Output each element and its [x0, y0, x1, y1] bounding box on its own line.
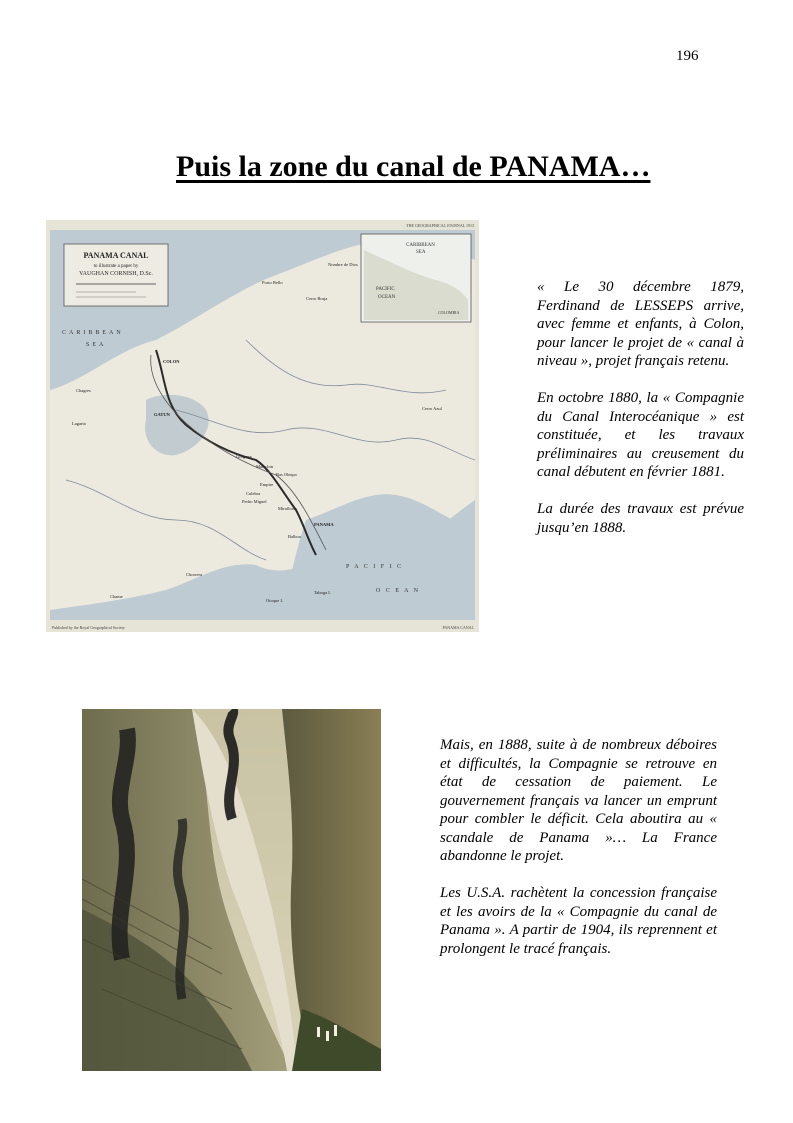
map-ocean-label-2: O C E A N [376, 588, 421, 594]
map-place-culebra: Culebra [246, 491, 261, 496]
map-place-gatun: GATUN [154, 412, 170, 417]
paragraph: En octobre 1880, la « Compagnie du Canal Interocéanique » est constituée, et les travaux préliminaires au creusement du canal débutent en février 1881. [537, 390, 744, 480]
map-place-panama: PANAMA [314, 522, 334, 527]
paragraph: « Le 30 décembre 1879, Ferdinand de LESSEPS arrive, avec femme et enfants, à Colon, pour lancer le projet de « canal à niveau », projet français retenu. [537, 279, 744, 369]
map-journal-header: THE GEOGRAPHICAL JOURNAL 1913 [406, 223, 474, 228]
map-place-bas-obispo: Bas Obispo [276, 472, 297, 477]
map-place-miraflores: Miraflores [278, 506, 297, 511]
map-place-taboga: Taboga I. [314, 590, 331, 595]
map-place-empire: Empire [260, 482, 274, 487]
map-place-pedro-miguel: Pedro Miguel [242, 499, 267, 504]
map-place-balboa: Balboa [288, 534, 301, 539]
map-place-gorgona: Gorgona [236, 454, 252, 459]
map-sea-label-1: CARIBBEAN [62, 330, 124, 336]
map-footer-left: Published by the Royal Geographical Society [52, 625, 125, 630]
history-text-block [440, 736, 717, 977]
map-place-cerro-bruja: Cerro Bruja [306, 296, 328, 301]
page-title: Puis la zone du canal de PANAMA… [176, 150, 651, 183]
inset-label-2: PACIFIC [376, 287, 395, 292]
paragraph: Mais, en 1888, suite à de nombreux déboires et difficultés, la Compagnie se retrouve en état de cessation de paiement. Le gouvernement français va lancer un emprunt pour combler le déficit. Cela aboutira au « scandale de Panama »… La France abandonne le projet. [440, 737, 717, 864]
inset-label-1: SEA [416, 250, 426, 255]
map-place-chagres: Chagres [76, 388, 91, 393]
map-place-chorrera: Chorrera [186, 572, 202, 577]
inset-label-3: OCEAN [378, 295, 396, 300]
map-place-otoque: Otoque I. [266, 598, 283, 603]
panama-canal-map [46, 220, 479, 632]
paragraph: Les U.S.A. rachètent la concession française et les avoirs de la « Compagnie du canal de Panama ». A partir de 1904, ils reprennent et prolongent le tracé français. [440, 885, 717, 957]
paragraph: La durée des travaux est prévue jusqu’en 1888. [537, 501, 744, 536]
map-place-lagarto: Lagarto [72, 421, 86, 426]
page-number: 196 [676, 48, 699, 64]
map-ocean-label-1: P A C I F I C [346, 564, 404, 570]
map-subtitle-2: VAUGHAN CORNISH, D.Sc. [79, 271, 153, 277]
map-sea-label-2: SEA [86, 342, 107, 348]
intro-text-block [537, 278, 744, 556]
map-place-chame: Chame [110, 594, 123, 599]
map-footer-right: PANAMA CANAL [442, 625, 474, 630]
inset-label-0: CARIBBEAN [406, 243, 435, 248]
map-place-matachin: Matachin [256, 464, 273, 469]
inset-label-4: COLOMBIA [438, 310, 460, 315]
map-title: PANAMA CANAL [83, 251, 149, 260]
map-place-cerro-azul: Cerro Azul [422, 406, 442, 411]
map-subtitle-1: to illustrate a paper by [93, 264, 139, 269]
map-place-colon: COLON [163, 359, 180, 364]
map-place-porto-bello: Porto Bello [262, 280, 283, 285]
map-place-nombre-de-dios: Nombre de Dios [328, 262, 358, 267]
canal-excavation-painting [82, 709, 381, 1071]
